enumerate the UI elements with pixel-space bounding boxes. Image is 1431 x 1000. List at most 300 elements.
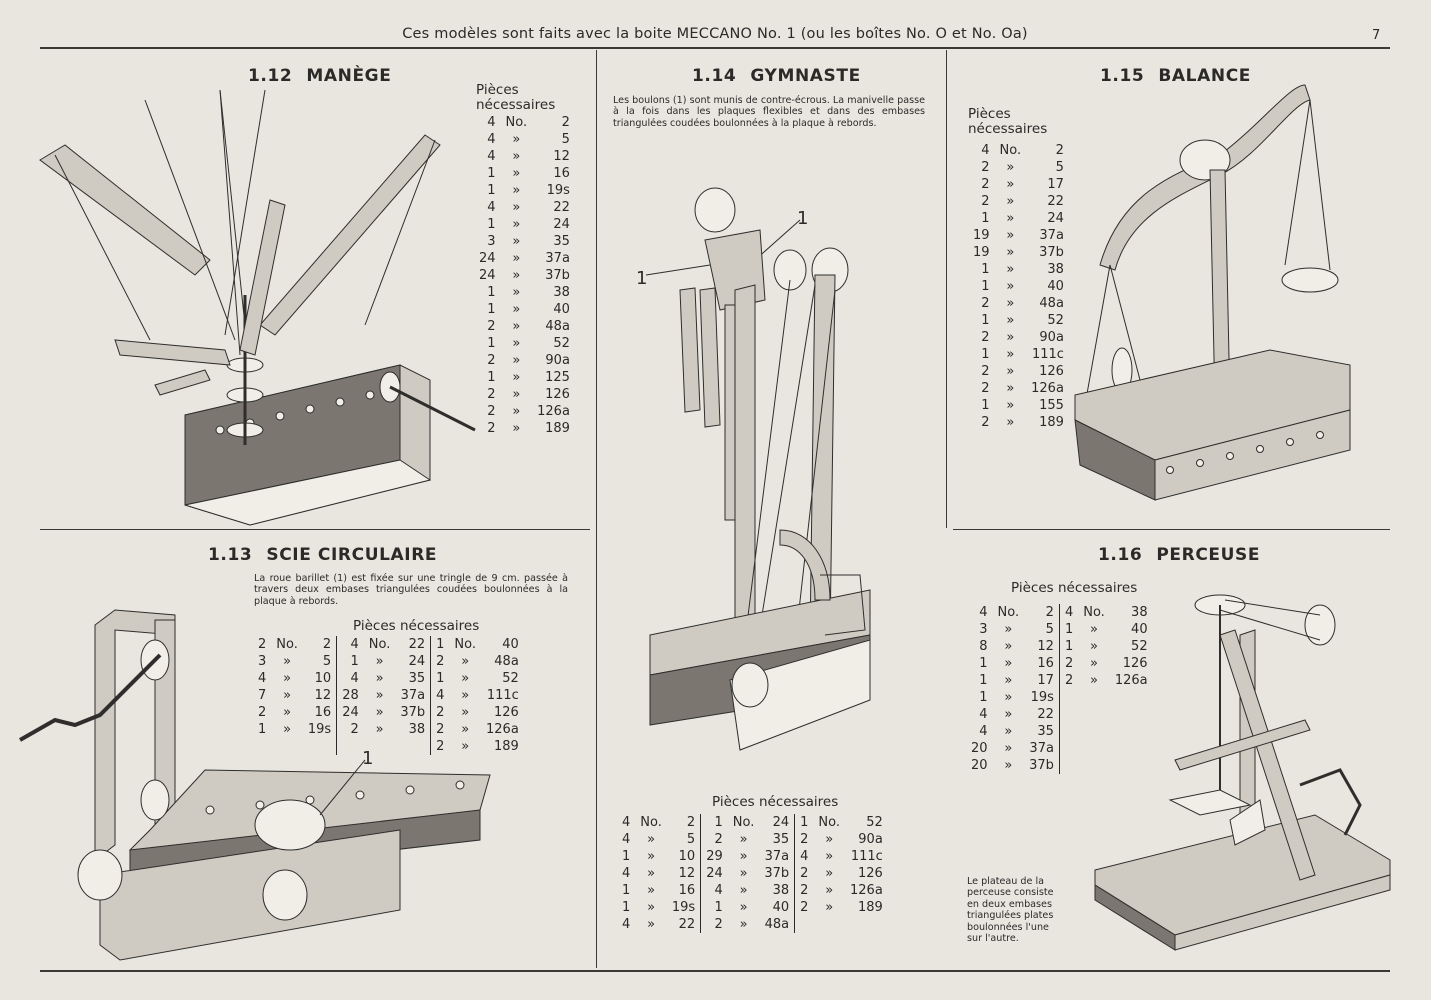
parts-row (968, 346, 1069, 363)
parts-cell: 40 (1047, 279, 1064, 294)
parts-cell: 126a (850, 883, 883, 898)
parts-cell: 2 (1024, 604, 1059, 621)
parts-cell: 52 (1047, 313, 1064, 328)
parts-cell: 126 (1122, 656, 1148, 671)
parts-cell: 52 (553, 336, 570, 351)
parts-cell: 1 (979, 673, 988, 688)
parts-cell: 1 (487, 336, 496, 351)
parts-cell: 4 (487, 200, 496, 215)
parts-cell: 4 (979, 724, 988, 739)
parts-cell: 37a (395, 687, 430, 704)
parts-cell: 1 (622, 883, 631, 898)
parts-cell: » (512, 217, 521, 232)
parts-cell: 28 (342, 688, 359, 703)
parts-cell: No. (505, 115, 528, 130)
parts-cell: » (1004, 724, 1013, 739)
parts-cell: 1 (436, 671, 445, 686)
parts-cell: 2 (800, 883, 809, 898)
parts-cell: » (512, 166, 521, 181)
parts-cell: 189 (545, 421, 570, 436)
parts-cell: 35 (1024, 723, 1059, 740)
parts-cell: 38 (759, 882, 794, 899)
parts-cell: 1 (487, 217, 496, 232)
scie-description: La roue barillet (1) est fixée sur une tringle de 9 cm. passée à travers deux embases triangulées coudées boulonnées à la plaque à rebords. (254, 573, 568, 607)
parts-row (474, 267, 575, 284)
parts-cell: » (1006, 194, 1015, 209)
parts-cell: 2 (981, 177, 990, 192)
parts-cell: No. (368, 637, 391, 652)
parts-row (617, 882, 888, 899)
parts-cell: 24 (759, 814, 794, 831)
parts-cell: 1 (487, 370, 496, 385)
parts-cell: No. (276, 637, 298, 652)
parts-cell: 1 (981, 347, 990, 362)
gymnaste-parts-label: Pièces nécessaires (712, 794, 839, 810)
parts-cell: 2 (714, 917, 723, 932)
parts-cell: 2 (981, 330, 990, 345)
parts-cell: 48a (545, 319, 570, 334)
parts-row (968, 244, 1069, 261)
manege-parts-table (474, 114, 575, 437)
parts-cell: 4 (487, 149, 496, 164)
parts-row (474, 318, 575, 335)
parts-row (968, 414, 1069, 431)
parts-cell: 111c (850, 849, 883, 864)
parts-cell: No. (818, 815, 841, 830)
parts-row (474, 420, 575, 437)
parts-cell: 16 (1024, 655, 1059, 672)
parts-cell: » (1006, 347, 1015, 362)
parts-cell: » (283, 671, 292, 686)
parts-row (617, 831, 888, 848)
parts-cell: 37a (759, 848, 794, 865)
parts-cell: 1 (436, 637, 445, 652)
parts-cell: 90a (1039, 330, 1064, 345)
parts-cell: » (739, 866, 748, 881)
parts-cell: 2 (258, 705, 267, 720)
parts-row (968, 380, 1069, 397)
parts-cell: » (461, 722, 470, 737)
parts-cell: » (1004, 758, 1013, 773)
parts-cell (1059, 740, 1078, 757)
parts-cell: 38 (553, 285, 570, 300)
parts-cell: » (512, 234, 521, 249)
parts-cell: 155 (1039, 398, 1064, 413)
parts-cell: 2 (714, 832, 723, 847)
parts-cell: 4 (714, 883, 723, 898)
parts-cell: 2 (436, 654, 445, 669)
parts-cell: 2 (258, 637, 267, 652)
parts-cell: 2 (436, 705, 445, 720)
parts-cell: 4 (800, 849, 809, 864)
scie-number: 1.13 (208, 545, 253, 565)
parts-cell: » (512, 421, 521, 436)
parts-cell: 2 (350, 722, 359, 737)
parts-cell: » (461, 739, 470, 754)
parts-cell: 37b (1024, 757, 1059, 774)
perceuse-name: PERCEUSE (1156, 545, 1261, 565)
parts-cell: » (1006, 160, 1015, 175)
parts-cell: » (1090, 639, 1098, 654)
balance-parts-table (968, 142, 1069, 431)
section-divider-right (953, 529, 1390, 530)
manege-illustration (35, 85, 475, 530)
parts-cell: 4 (622, 917, 631, 932)
parts-cell: 4 (350, 637, 359, 652)
parts-cell: 22 (1047, 194, 1064, 209)
parts-cell: » (1006, 398, 1015, 413)
parts-cell: 2 (303, 636, 337, 653)
parts-cell (813, 916, 845, 933)
parts-cell: 16 (553, 166, 570, 181)
scie-illustration (20, 575, 500, 960)
parts-cell: 2 (800, 832, 809, 847)
parts-cell: » (1006, 211, 1015, 226)
parts-row (617, 916, 888, 933)
parts-cell: » (512, 302, 521, 317)
balance-parts-label: Pièces nécessaires (968, 106, 1048, 137)
parts-cell: 37b (759, 865, 794, 882)
parts-cell: » (1004, 707, 1013, 722)
parts-row (474, 301, 575, 318)
parts-cell: 24 (395, 653, 430, 670)
parts-cell: 22 (667, 916, 701, 933)
scie-callout: 1 (362, 748, 374, 769)
parts-cell (1059, 757, 1078, 774)
parts-cell: 37b (1039, 245, 1064, 260)
parts-cell: » (1004, 673, 1013, 688)
parts-cell: 1 (258, 722, 267, 737)
perceuse-title (1098, 545, 1274, 565)
parts-cell: » (461, 688, 470, 703)
parts-cell: 24 (706, 866, 723, 881)
parts-cell: 2 (800, 866, 809, 881)
parts-row (968, 363, 1069, 380)
parts-cell: 48a (494, 654, 519, 669)
parts-row (474, 216, 575, 233)
parts-cell: 1 (981, 279, 990, 294)
parts-cell: 2 (800, 900, 809, 915)
parts-cell: 2 (981, 296, 990, 311)
parts-cell: » (1006, 313, 1015, 328)
parts-cell: 125 (545, 370, 570, 385)
parts-cell: » (512, 200, 521, 215)
parts-cell: 19s (303, 721, 337, 738)
perceuse-parts-label: Pièces nécessaires (1011, 580, 1138, 596)
parts-cell: » (1006, 364, 1015, 379)
parts-cell: 10 (303, 670, 337, 687)
balance-number: 1.15 (1100, 66, 1145, 86)
column-divider-left (596, 50, 597, 968)
parts-cell: 1 (714, 815, 723, 830)
parts-cell (1059, 706, 1078, 723)
parts-cell: 12 (553, 149, 570, 164)
parts-cell: 2 (487, 319, 496, 334)
parts-cell: » (283, 705, 292, 720)
parts-cell: » (1006, 381, 1015, 396)
parts-cell: 40 (553, 302, 570, 317)
parts-cell: 4 (979, 707, 988, 722)
parts-cell: 111c (486, 688, 519, 703)
parts-cell: 126a (537, 404, 570, 419)
parts-row (617, 899, 888, 916)
parts-cell: » (283, 722, 292, 737)
parts-cell: » (512, 387, 521, 402)
parts-cell: 5 (561, 132, 570, 147)
parts-cell: » (512, 285, 521, 300)
parts-cell: 2 (1064, 656, 1074, 671)
parts-cell: » (647, 883, 656, 898)
parts-cell: » (512, 319, 521, 334)
parts-cell: 1 (979, 690, 988, 705)
parts-cell: » (647, 917, 656, 932)
parts-cell: 8 (979, 639, 988, 654)
parts-cell: 1 (622, 900, 631, 915)
parts-row (617, 848, 888, 865)
parts-cell: 24 (342, 705, 359, 720)
parts-cell: 12 (303, 687, 337, 704)
parts-cell: 2 (487, 404, 496, 419)
parts-cell: » (375, 654, 384, 669)
parts-cell: » (512, 370, 521, 385)
parts-cell: » (825, 900, 834, 915)
parts-cell: » (375, 671, 384, 686)
parts-cell: » (1090, 673, 1098, 688)
parts-cell: » (461, 671, 470, 686)
top-rule (40, 47, 1390, 49)
parts-cell: » (1006, 415, 1015, 430)
parts-cell: 12 (1024, 638, 1059, 655)
parts-cell: 4 (350, 671, 359, 686)
parts-cell: 126 (545, 387, 570, 402)
parts-cell: » (1090, 656, 1098, 671)
parts-cell: 37a (1024, 740, 1059, 757)
perceuse-illustration (1090, 575, 1420, 960)
parts-cell: 2 (561, 115, 570, 130)
parts-cell: » (512, 251, 521, 266)
parts-cell: » (1006, 177, 1015, 192)
parts-cell: » (375, 688, 384, 703)
parts-row (968, 142, 1069, 159)
parts-row (474, 386, 575, 403)
parts-cell: 52 (866, 815, 883, 830)
parts-cell: » (739, 883, 748, 898)
parts-cell: » (283, 654, 292, 669)
parts-row (968, 227, 1069, 244)
parts-row (474, 352, 575, 369)
manege-title (248, 66, 405, 86)
parts-cell: 126 (493, 705, 519, 720)
parts-cell: 19s (667, 899, 701, 916)
gymnaste-illustration (640, 180, 940, 755)
parts-cell: 4 (981, 143, 990, 158)
parts-row (968, 193, 1069, 210)
parts-cell: 4 (258, 671, 267, 686)
parts-row (968, 329, 1069, 346)
parts-cell (1059, 723, 1078, 740)
page-header-title: Ces modèles sont faits avec la boite MECCANO No. 1 (ou les boîtes No. O et No. Oa) (402, 26, 1028, 42)
parts-cell: 2 (1055, 143, 1064, 158)
parts-cell: 40 (759, 899, 794, 916)
parts-cell: 10 (667, 848, 701, 865)
parts-cell: 2 (667, 814, 701, 831)
parts-cell: » (739, 917, 748, 932)
parts-cell: » (461, 705, 470, 720)
parts-row (968, 159, 1069, 176)
parts-cell: 90a (545, 353, 570, 368)
parts-cell: » (1004, 622, 1013, 637)
parts-cell: 189 (493, 739, 519, 754)
parts-cell: 35 (759, 831, 794, 848)
parts-cell: 1 (979, 656, 988, 671)
gymnaste-title (692, 66, 875, 86)
parts-cell: No. (1083, 605, 1105, 620)
parts-cell: 4 (622, 815, 631, 830)
parts-cell: 1 (487, 183, 496, 198)
parts-cell: 2 (1064, 673, 1074, 688)
parts-cell: 1 (981, 262, 990, 277)
parts-cell: 52 (502, 671, 519, 686)
parts-cell: » (461, 654, 470, 669)
parts-cell: » (512, 149, 521, 164)
parts-cell: » (512, 183, 521, 198)
parts-cell: 4 (487, 132, 496, 147)
parts-cell: 16 (667, 882, 701, 899)
parts-cell: 126a (1031, 381, 1064, 396)
parts-cell: 1 (350, 654, 359, 669)
parts-cell: 1 (981, 398, 990, 413)
parts-row (968, 312, 1069, 329)
parts-row (474, 403, 575, 420)
scie-name: SCIE CIRCULAIRE (266, 545, 438, 565)
parts-cell: 5 (1024, 621, 1059, 638)
parts-cell: » (512, 404, 521, 419)
column-divider-right (946, 50, 947, 528)
parts-cell: 19 (973, 228, 990, 243)
parts-row (617, 865, 888, 882)
parts-cell: » (283, 688, 292, 703)
parts-cell: 19s (1024, 689, 1059, 706)
parts-cell: 4 (622, 866, 631, 881)
parts-cell: » (739, 832, 748, 847)
parts-row (474, 284, 575, 301)
parts-cell: 20 (971, 741, 988, 756)
parts-cell (795, 916, 814, 933)
parts-cell: 37b (545, 268, 570, 283)
parts-row (474, 199, 575, 216)
parts-cell: 38 (1047, 262, 1064, 277)
parts-cell: 5 (1055, 160, 1064, 175)
parts-cell: 17 (1047, 177, 1064, 192)
parts-cell: 1 (487, 285, 496, 300)
parts-cell: » (739, 849, 748, 864)
parts-cell: 2 (981, 194, 990, 209)
page-number: 7 (1372, 28, 1381, 43)
parts-row (474, 182, 575, 199)
parts-cell: 17 (1024, 672, 1059, 689)
parts-cell: » (647, 900, 656, 915)
parts-cell: No. (732, 815, 755, 830)
gymnaste-callout-right: 1 (797, 208, 809, 229)
parts-cell: » (647, 849, 656, 864)
parts-cell: No. (999, 143, 1022, 158)
parts-cell: 19 (973, 245, 990, 260)
parts-row (474, 233, 575, 250)
parts-cell: 5 (667, 831, 701, 848)
parts-cell: 126 (857, 866, 883, 881)
parts-cell: 126a (1114, 673, 1148, 688)
parts-cell: 22 (1024, 706, 1059, 723)
parts-cell: 37a (1039, 228, 1064, 243)
parts-cell: 1 (487, 166, 496, 181)
parts-row (474, 250, 575, 267)
gymnaste-description: Les boulons (1) sont munis de contre-écrous. La manivelle passe à la fois dans les plaques flexibles et dans des embases triangulées coudées boulonnées à la plaque à rebords. (613, 95, 925, 129)
parts-cell: » (1006, 228, 1015, 243)
parts-row (968, 397, 1069, 414)
parts-cell: 12 (667, 865, 701, 882)
parts-cell: 90a (858, 832, 883, 847)
parts-cell (1059, 689, 1078, 706)
gymnaste-number: 1.14 (692, 66, 737, 86)
parts-cell: » (1006, 262, 1015, 277)
parts-cell: 19s (546, 183, 570, 198)
parts-cell: 1 (1064, 639, 1074, 654)
parts-cell: 52 (1131, 639, 1148, 654)
parts-cell: 2 (981, 381, 990, 396)
parts-cell: 4 (487, 115, 496, 130)
parts-cell: » (512, 132, 521, 147)
parts-cell: 20 (971, 758, 988, 773)
parts-cell: » (1006, 245, 1015, 260)
parts-row (474, 114, 575, 131)
scie-title (208, 545, 451, 565)
parts-cell: 111c (1031, 347, 1064, 362)
parts-cell: » (825, 866, 834, 881)
parts-cell: » (375, 705, 384, 720)
parts-cell: » (375, 722, 384, 737)
parts-cell: 22 (553, 200, 570, 215)
parts-cell: 1 (714, 900, 723, 915)
gymnaste-name: GYMNASTE (750, 66, 861, 86)
parts-cell: » (1006, 330, 1015, 345)
parts-cell: » (1004, 690, 1013, 705)
manege-parts-label: Pièces nécessaires (476, 82, 556, 113)
parts-cell: 48a (1039, 296, 1064, 311)
parts-row (474, 165, 575, 182)
parts-row (617, 814, 888, 831)
parts-cell: 35 (553, 234, 570, 249)
parts-cell: 3 (979, 622, 988, 637)
parts-cell: 1 (981, 313, 990, 328)
parts-row (474, 369, 575, 386)
parts-cell: 35 (395, 670, 430, 687)
parts-cell: 2 (436, 722, 445, 737)
parts-row (968, 261, 1069, 278)
parts-cell: 1 (981, 211, 990, 226)
parts-cell: 2 (487, 353, 496, 368)
parts-cell: 2 (487, 387, 496, 402)
parts-row (968, 176, 1069, 193)
parts-cell: No. (640, 815, 662, 830)
gymnaste-parts-table (617, 814, 888, 933)
parts-row (474, 335, 575, 352)
parts-cell: 40 (502, 637, 519, 652)
parts-cell (845, 916, 888, 933)
parts-row (968, 278, 1069, 295)
parts-cell: 2 (981, 364, 990, 379)
parts-cell: » (647, 866, 656, 881)
parts-cell: » (825, 849, 834, 864)
